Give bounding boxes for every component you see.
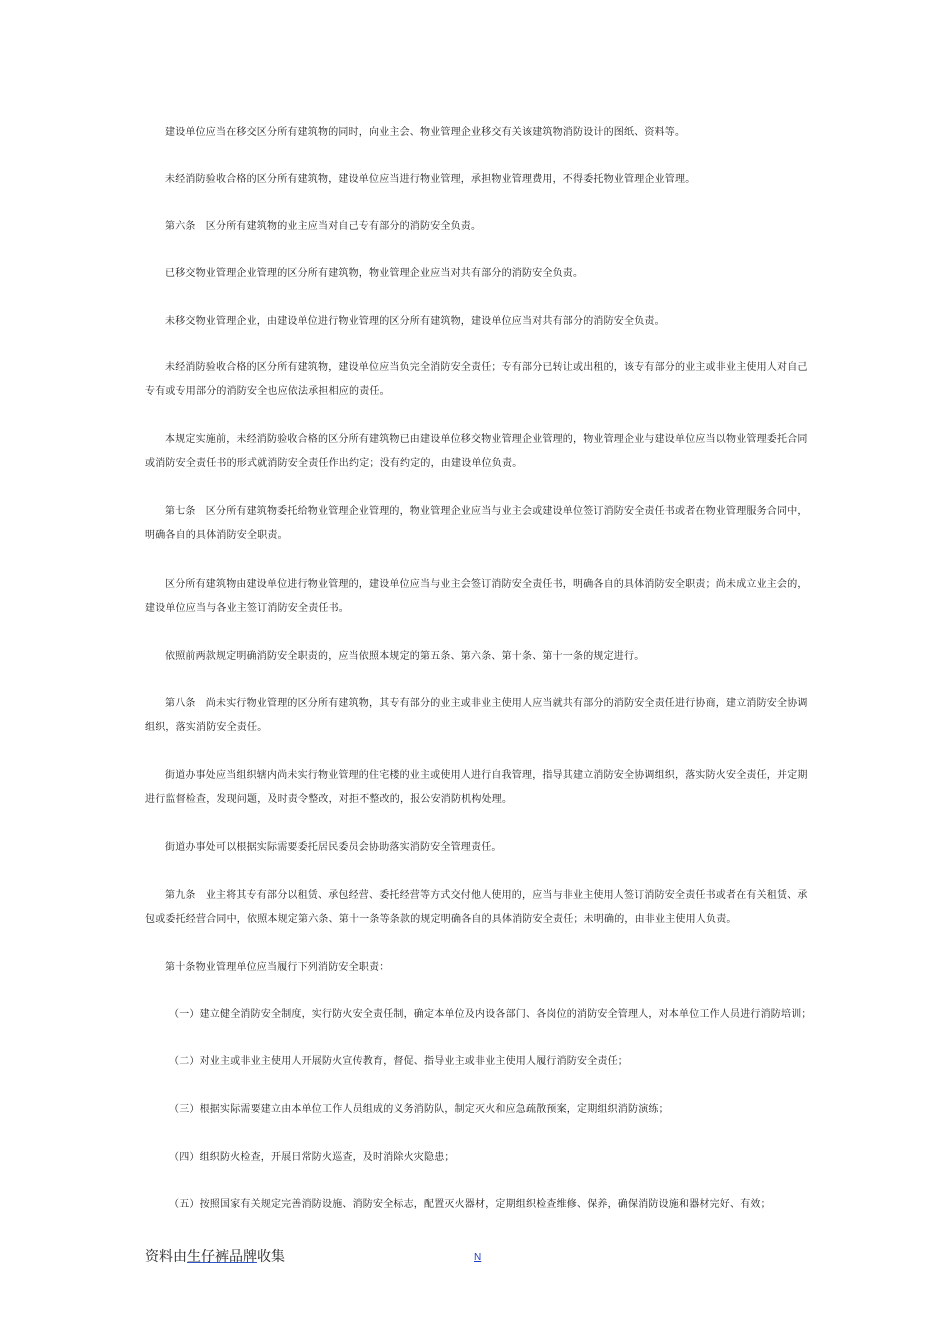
footer-link[interactable]: 生仔裤品牌: [187, 1249, 257, 1265]
paragraph: 未经消防验收合格的区分所有建筑物，建设单位应当进行物业管理，承担物业管理费用，不得委托物业管理企业管理。: [165, 174, 696, 185]
paragraph: 区分所有建筑物由建设单位进行物业管理的，建设单位应当与业主会签订消防安全责任书，明确各自的具体消防安全职责；尚未成立业主会的，建设单位应当与各业主签订消防安全责任书。: [145, 579, 808, 614]
footer-suffix: 收集: [257, 1249, 285, 1265]
paragraph: 未经消防验收合格的区分所有建筑物，建设单位应当负完全消防安全责任；专有部分已转让或出租的，该专有部分的业主或非业主使用人对自己专有或专用部分的消防安全也应依法承担相应的责任。: [145, 362, 808, 397]
article-8-heading-paragraph: 第八条 尚未实行物业管理的区分所有建筑物，其专有部分的业主或非业主使用人应当就共有部分的消防安全责任进行协商，建立消防安全协调组织，落实消防安全责任。: [145, 698, 808, 733]
paragraph: 未移交物业管理企业，由建设单位进行物业管理的区分所有建筑物，建设单位应当对共有部分的消防安全负责。: [165, 316, 665, 327]
footer-prefix: 资料由: [145, 1249, 187, 1265]
footer-source-note: [145, 1247, 285, 1267]
paragraph: 建设单位应当在移交区分所有建筑物的同时，向业主会、物业管理企业移交有关该建筑物消防设计的图纸、资料等。: [165, 127, 686, 138]
list-item: （三）根据实际需要建立由本单位工作人员组成的义务消防队，制定灭火和应急疏散预案，定期组织消防演练；: [169, 1104, 669, 1115]
paragraph: 依照前两款规定明确消防安全职责的，应当依照本规定的第五条、第六条、第十条、第十一条的规定进行。: [165, 651, 645, 662]
article-6-heading-paragraph: 第六条 区分所有建筑物的业主应当对自己专有部分的消防安全负责。: [165, 221, 482, 232]
article-10-heading-paragraph: 第十条物业管理单位应当履行下列消防安全职责：: [165, 962, 390, 973]
list-item: （二）对业主或非业主使用人开展防火宣传教育，督促、指导业主或非业主使用人履行消防安全责任；: [169, 1056, 628, 1067]
paragraph: 本规定实施前，未经消防验收合格的区分所有建筑物已由建设单位移交物业管理企业管理的，物业管理企业与建设单位应当以物业管理委托合同或消防安全责任书的形式就消防安全责任作出约定；没有约定的，由建设单位负责。: [145, 434, 808, 469]
article-7-heading-paragraph: 第七条 区分所有建筑物委托给物业管理企业管理的，物业管理企业应当与业主会或建设单位签订消防安全责任书或者在物业管理服务合同中，明确各自的具体消防安全职责。: [145, 506, 808, 541]
page-number-link[interactable]: N: [474, 1252, 482, 1263]
paragraph: 街道办事处可以根据实际需要委托居民委员会协助落实消防安全管理责任。: [165, 842, 502, 853]
paragraph: 已移交物业管理企业管理的区分所有建筑物，物业管理企业应当对共有部分的消防安全负责。: [165, 268, 584, 279]
article-9-heading-paragraph: 第九条 业主将其专有部分以租赁、承包经营、委托经营等方式交付他人使用的，应当与非业主使用人签订消防安全责任书或者在有关租赁、承包或委托经营合同中，依照本规定第六条、第十一条等条款的规定明确各自的具体消防安全责任；未明确的，由非业主使用人负责。: [145, 890, 808, 925]
list-item: （四）组织防火检查，开展日常防火巡查，及时消除火灾隐患；: [169, 1152, 455, 1163]
list-item: （五）按照国家有关规定完善消防设施、消防安全标志，配置灭火器材，定期组织检查维修、保养，确保消防设施和器材完好、有效；: [169, 1199, 771, 1210]
list-item: （一）建立健全消防安全制度，实行防火安全责任制，确定本单位及内设各部门、各岗位的消防安全管理人，对本单位工作人员进行消防培训；: [169, 1009, 812, 1020]
paragraph: 街道办事处应当组织辖内尚未实行物业管理的住宅楼的业主或使用人进行自我管理，指导其建立消防安全协调组织，落实防火安全责任，并定期进行监督检查，发现问题，及时责令整改，对拒不整改的，报公安消防机构处理。: [145, 770, 808, 805]
